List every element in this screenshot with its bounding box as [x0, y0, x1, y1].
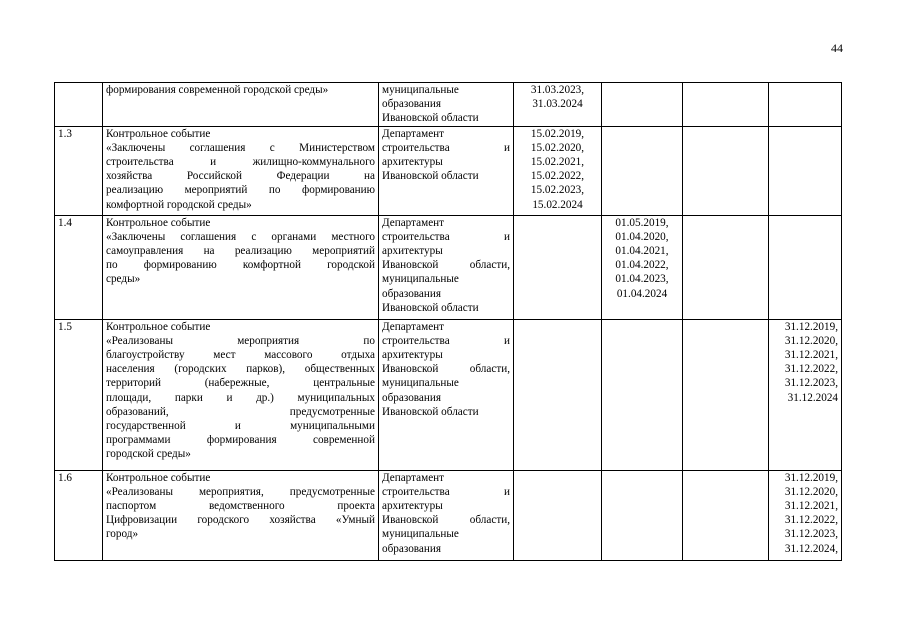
date-column-1 — [514, 126, 602, 215]
cell-line: государственной и муниципальными — [106, 420, 375, 433]
date-column-3 — [683, 319, 769, 470]
row-number: 1.6 — [55, 470, 103, 560]
table-row — [55, 83, 842, 127]
cell-line: Ивановской области — [382, 170, 479, 183]
cell-line: образований, предусмотренные — [106, 405, 375, 418]
cell-line: Ивановской области — [382, 112, 479, 125]
cell-line: 31.12.2022, — [784, 514, 838, 527]
cell-line: Ивановской области — [382, 405, 479, 418]
cell-line: «Реализованы мероприятия, предусмотренные — [106, 485, 375, 498]
date-column-3 — [683, 126, 769, 215]
date-column-3 — [683, 83, 769, 127]
cell-line: 31.12.2019, — [784, 320, 838, 333]
cell-line: 01.04.2024 — [616, 287, 668, 300]
cell-line: 31.12.2023, — [784, 377, 838, 390]
date-column-2 — [602, 126, 683, 215]
cell-line: 15.02.2020, — [530, 141, 585, 154]
cell-line: город» — [106, 528, 139, 541]
responsible-department — [379, 126, 514, 215]
responsible-department — [379, 470, 514, 560]
cell-line: 31.12.2021, — [784, 500, 838, 513]
cell-line: 15.02.2019, — [530, 127, 585, 140]
date-column-1 — [514, 215, 602, 319]
cell-line: 31.03.2023, — [530, 84, 585, 96]
date-column-1 — [514, 319, 602, 470]
date-column-3 — [683, 215, 769, 319]
cell-line: Цифровизации городского хозяйства «Умный — [106, 514, 375, 527]
date-column-2 — [602, 470, 683, 560]
cell-line: 01.04.2022, — [615, 259, 669, 272]
cell-line: «Заключены соглашения с Министерством — [106, 141, 375, 154]
cell-line: реализацию мероприятий по формированию — [106, 184, 375, 197]
cell-line: среды» — [106, 273, 141, 286]
cell-line: городской среды» — [106, 448, 191, 461]
control-events-table — [54, 82, 842, 561]
date-column-4 — [769, 83, 842, 127]
table-row — [55, 470, 842, 560]
event-description — [103, 215, 379, 319]
date-column-1 — [514, 83, 602, 127]
date-column-3 — [683, 470, 769, 560]
event-description — [103, 83, 379, 127]
cell-line: 15.02.2022, — [530, 170, 585, 183]
responsible-department — [379, 215, 514, 319]
date-column-4 — [769, 319, 842, 470]
cell-line: 01.04.2020, — [615, 230, 669, 243]
date-column-2 — [602, 83, 683, 127]
date-column-4 — [769, 126, 842, 215]
cell-line: Контрольное событие — [106, 320, 211, 333]
cell-line: строительства и — [382, 141, 510, 154]
cell-line: 31.03.2024 — [532, 98, 583, 111]
cell-line: 01.04.2023, — [615, 273, 669, 286]
cell-line: паспортом ведомственного проекта — [106, 500, 375, 513]
cell-line: населения (городских парков), общественных — [106, 363, 375, 376]
cell-line: 31.12.2019, — [784, 471, 838, 484]
cell-line: «Заключены соглашения с органами местного — [106, 230, 375, 243]
page-number: 44 — [831, 41, 843, 55]
event-description — [103, 126, 379, 215]
date-column-1 — [514, 470, 602, 560]
cell-line: 31.12.2020, — [784, 334, 838, 347]
cell-line: Ивановской области, — [382, 514, 510, 527]
responsible-department — [379, 83, 514, 127]
responsible-department — [379, 319, 514, 470]
cell-line: «Реализованы мероприятия по — [106, 334, 375, 347]
row-number: 1.3 — [55, 126, 103, 215]
event-description — [103, 470, 379, 560]
cell-line: строительства и — [382, 334, 510, 347]
cell-line: муниципальные — [382, 84, 459, 96]
date-column-2 — [602, 215, 683, 319]
cell-line: Департамент — [382, 216, 445, 229]
cell-line: образования — [382, 391, 442, 404]
cell-line: программами формирования современной — [106, 434, 375, 447]
cell-line: архитектуры — [382, 500, 443, 513]
date-column-2 — [602, 319, 683, 470]
table-row — [55, 215, 842, 319]
cell-line: образования — [382, 98, 442, 111]
cell-line: Департамент — [382, 471, 445, 484]
cell-line: 31.12.2021, — [784, 349, 838, 362]
cell-line: Департамент — [382, 320, 445, 333]
cell-line: архитектуры — [382, 245, 443, 258]
cell-line: Ивановской области, — [382, 259, 510, 272]
row-number — [55, 83, 103, 127]
cell-line: 31.12.2024, — [784, 542, 838, 555]
cell-line: 31.12.2020, — [784, 485, 838, 498]
table-row — [55, 126, 842, 215]
cell-line: строительства и — [382, 485, 510, 498]
cell-line: образования — [382, 542, 442, 555]
row-number: 1.4 — [55, 215, 103, 319]
cell-line: 01.04.2021, — [615, 245, 669, 258]
cell-line: Департамент — [382, 127, 445, 140]
cell-line: Контрольное событие — [106, 216, 211, 229]
cell-line: площади, парки и др.) муниципальных — [106, 391, 375, 404]
event-description — [103, 319, 379, 470]
cell-line: муниципальные — [382, 528, 459, 541]
date-column-4 — [769, 215, 842, 319]
cell-line: 01.05.2019, — [615, 216, 669, 229]
cell-line: строительства и жилищно-коммунального — [106, 156, 375, 169]
cell-line: строительства и — [382, 230, 510, 243]
cell-line: по формированию комфортной городской — [106, 259, 375, 272]
cell-line: 15.02.2021, — [530, 156, 585, 169]
cell-line: архитектуры — [382, 156, 443, 169]
cell-line: муниципальные — [382, 273, 459, 286]
cell-line: благоустройству мест массового отдыха — [106, 349, 375, 362]
cell-line: архитектуры — [382, 349, 443, 362]
cell-line: хозяйства Российской Федерации на — [106, 170, 375, 183]
cell-line: 31.12.2023, — [784, 528, 838, 541]
cell-line: Контрольное событие — [106, 127, 211, 140]
cell-line: Ивановской области — [382, 301, 479, 314]
cell-line: самоуправления на реализацию мероприятий — [106, 245, 375, 258]
cell-line: 15.02.2024 — [532, 198, 583, 211]
date-column-4 — [769, 470, 842, 560]
cell-line: комфортной городской среды» — [106, 198, 252, 211]
cell-line: Ивановской области, — [382, 363, 510, 376]
cell-line: 31.12.2024 — [787, 391, 838, 404]
cell-line: Контрольное событие — [106, 471, 211, 484]
cell-line: формирования современной городской среды» — [106, 84, 329, 96]
cell-line: 31.12.2022, — [784, 363, 838, 376]
cell-line: 15.02.2023, — [530, 184, 585, 197]
table-row — [55, 319, 842, 470]
cell-line: образования — [382, 287, 442, 300]
row-number: 1.5 — [55, 319, 103, 470]
cell-line: территорий (набережные, центральные — [106, 377, 375, 390]
cell-line: муниципальные — [382, 377, 459, 390]
